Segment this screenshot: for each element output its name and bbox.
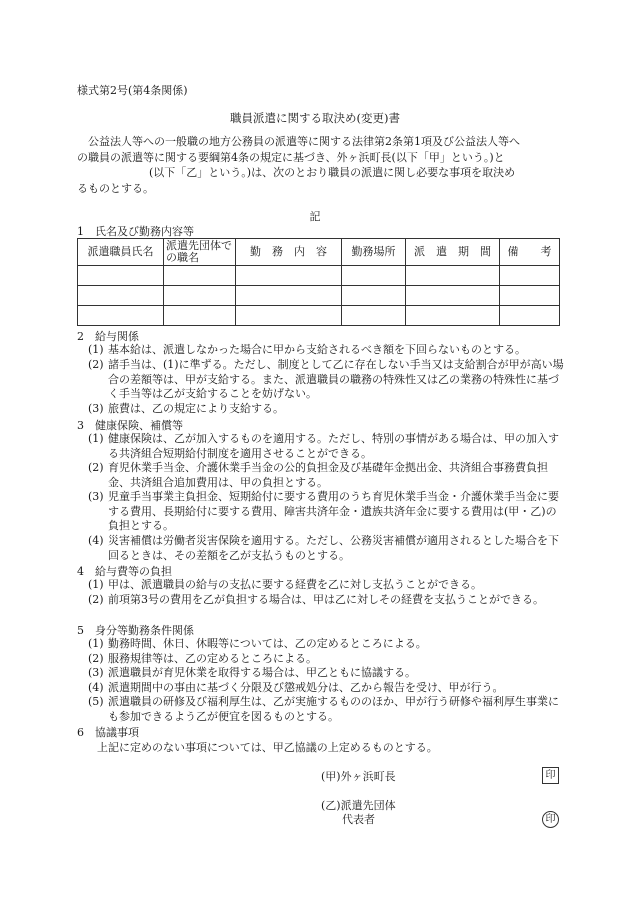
table-cell [78,286,164,306]
item-number: (3) [88,402,104,415]
item-number: (1) [88,578,104,591]
item-text: 旅費は、乙の規定により支給する。 [108,402,284,415]
section-5-heading: 5 身分等勤務条件関係 [77,624,194,637]
ki-heading: 記 [309,210,321,223]
section-3-heading: 3 健康保険、補償等 [77,419,183,432]
list-item [88,461,564,490]
item-text: 災害補償は労働者災害保険を適用する。ただし、公務災害補償が適用されるとした場合を下回るときは、その差額を乙が支払うものとする。 [108,534,559,562]
header-post-title: 派遣先団体での職名 [164,239,236,266]
table-cell [164,266,236,286]
item-text: 育児休業手当金、介護休業手当金の公的負担金及び基礎年金拠出金、共済組合事務費負担金、共済組合追加費用は、甲の負担とする。 [108,461,548,489]
section-4-heading: 4 給与費等の負担 [77,565,172,578]
item-number: (2) [88,593,104,606]
form-number: 様式第2号(第4条関係) [77,84,188,97]
seal-mark-b: 印 [542,811,559,828]
list-item [88,432,564,461]
party-a-label: (甲)外ヶ浜町長 [321,770,396,783]
item-text: 派遣職員の研修及び福利厚生は、乙が実施するもののほか、甲が行う研修や福利厚生事業にも参加できるよう乙が便宜を図るものとする。 [108,695,559,723]
item-number: (2) [88,461,104,474]
table-header-row [78,239,560,266]
item-text: 派遣期間中の事由に基づく分限及び懲戒処分は、乙から報告を受け、甲が行う。 [108,681,504,694]
list-item [88,578,564,593]
table-cell [78,266,164,286]
list-item [88,666,564,681]
table-cell [236,306,342,326]
header-workplace: 勤務場所 [342,239,406,266]
header-remarks: 備 考 [500,239,560,266]
section-6-heading: 6 協議事項 [77,726,139,739]
intro-line-3: (以下「乙」という。)は、次のとおり職員の派遣に関し必要な事項を取決め [149,166,516,179]
item-number: (3) [88,666,104,679]
table-cell [342,306,406,326]
item-number: (5) [88,695,104,708]
header-duties: 勤 務 内 容 [236,239,342,266]
header-staff-name: 派遣職員氏名 [78,239,164,266]
list-item [88,593,564,608]
item-number: (4) [88,534,104,547]
item-text: 基本給は、派遣しなかった場合に甲から支給されるべき額を下回らないものとする。 [108,343,526,356]
item-number: (3) [88,490,104,503]
item-number: (2) [88,652,104,665]
list-item [88,652,564,667]
table-cell [406,306,500,326]
item-text: 前項第3号の費用を乙が負担する場合は、甲は乙に対しその経費を支払うことができる。 [108,593,544,606]
party-b-label: (乙)派遣先団体 [321,799,396,812]
table-row [78,306,560,326]
header-period: 派 遣 期 間 [406,239,500,266]
table-cell [406,266,500,286]
document-title: 職員派遣に関する取決め(変更)書 [230,111,400,125]
item-number: (1) [88,432,104,445]
section-2-heading: 2 給与関係 [77,330,139,343]
list-item [88,402,564,417]
table-cell [78,306,164,326]
list-item [88,490,564,534]
list-item [88,358,564,402]
intro-line-4: るものとする。 [77,181,154,195]
section-6-text: 上記に定めのない事項については、甲乙協議の上定めるものとする。 [97,741,438,754]
intro-line-2: の職員の派遣等に関する要綱第4条の規定に基づき、外ヶ浜町長(以下「甲」という。)と [77,150,505,164]
item-number: (4) [88,681,104,694]
list-item [88,534,564,563]
table-row [78,266,560,286]
assignment-table [77,238,560,326]
table-cell [342,266,406,286]
section-1-heading: 1 氏名及び勤務内容等 [77,225,194,238]
table-cell [164,286,236,306]
list-item [88,681,564,696]
table-cell [500,266,560,286]
table-cell [342,286,406,306]
item-text: 諸手当は、(1)に準ずる。ただし、制度として乙に存在しない手当又は支給割合が甲が高い場合の差額等は、甲が支給する。また、派遣職員の職務の特殊性又は乙の業務の特殊性に基づく手当等は乙が支給することを妨げない。 [108,358,564,400]
list-item [88,637,564,652]
item-number: (1) [88,637,104,650]
item-number: (2) [88,358,104,371]
representative-label: 代表者 [342,813,375,826]
table-cell [500,286,560,306]
intro-paragraph [77,134,561,196]
item-text: 服務規律等は、乙の定めるところによる。 [108,652,317,665]
table-cell [164,306,236,326]
item-text: 派遣職員が育児休業を取得する場合は、甲乙ともに協議する。 [108,666,416,679]
item-text: 甲は、派遣職員の給与の支払に要する経費を乙に対し支払うことができる。 [108,578,482,591]
table-cell [406,286,500,306]
table-cell [236,286,342,306]
item-text: 健康保険は、乙が加入するものを適用する。ただし、特別の事情がある場合は、甲の加入する共済組合短期給付制度を適用させることができる。 [108,432,559,460]
list-item [88,695,564,724]
item-text: 勤務時間、休日、休暇等については、乙の定めるところによる。 [108,637,427,650]
table-row [78,286,560,306]
item-text: 児童手当事業主負担金、短期給付に要する費用のうち育児休業手当金・介護休業手当金に要する費用、長期給付に要する費用、障害共済年金・遺族共済年金に要する費用は(甲・乙)の負担とする。 [108,490,559,532]
table-cell [236,266,342,286]
seal-mark-a: 印 [542,767,559,784]
list-item [88,343,564,358]
table-cell [500,306,560,326]
intro-line-1: 公益法人等への一般職の地方公務員の派遣等に関する法律第2条第1項及び公益法人等へ [88,135,520,148]
item-number: (1) [88,343,104,356]
